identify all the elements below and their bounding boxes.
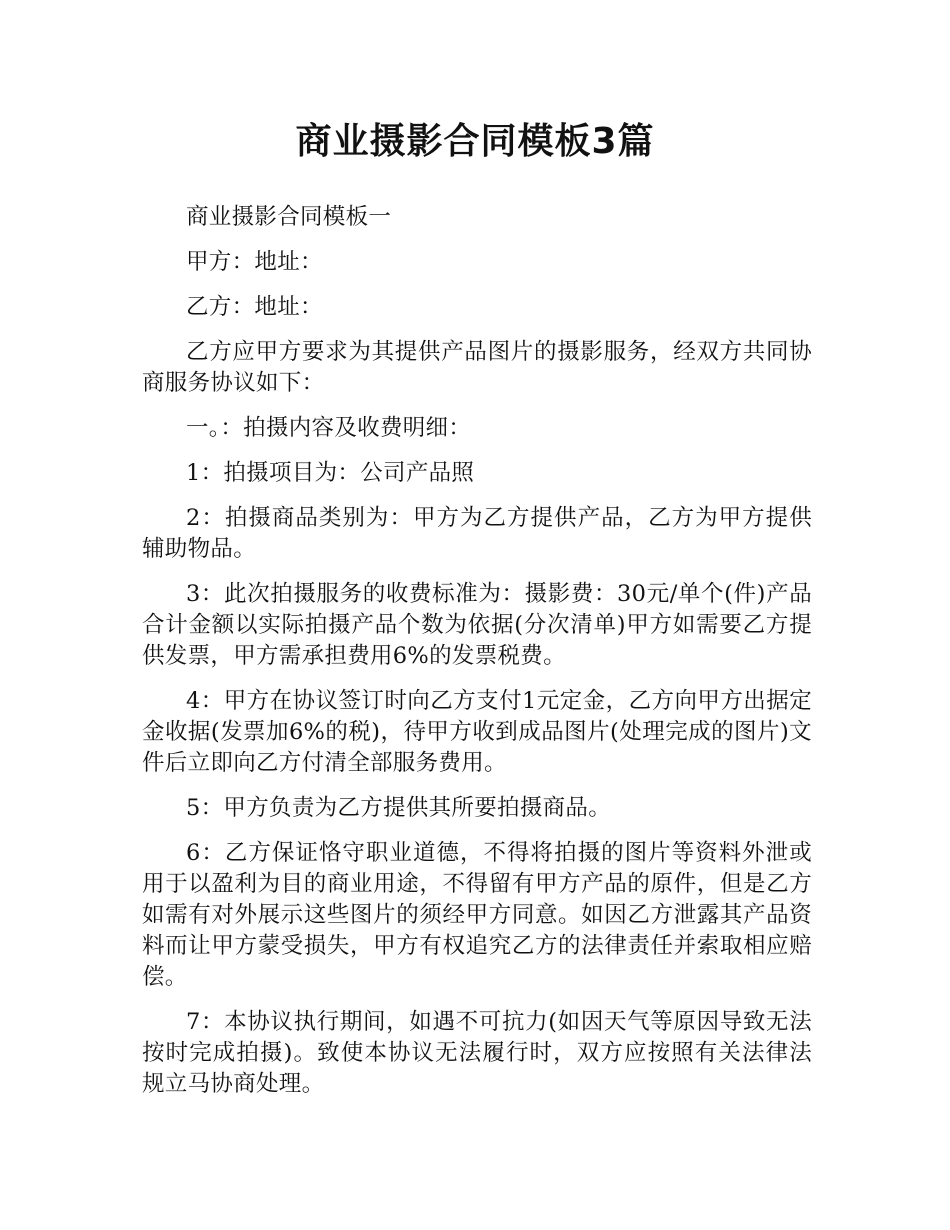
intro-paragraph: 乙方应甲方要求为其提供产品图片的摄影服务，经双方共同协商服务协议如下： xyxy=(142,339,812,396)
clause-heading: 一。：拍摄内容及收费明细： xyxy=(186,415,472,441)
document-body xyxy=(142,202,812,1114)
clause-7: 7：本协议执行期间，如遇不可抗力(如因天气等原因导致无法按时完成拍摄)。致使本协议无法履行时，双方应按照有关法律法规立马协商处理。 xyxy=(142,1009,812,1097)
section-heading: 商业摄影合同模板一 xyxy=(186,204,392,230)
clause-1: 1：拍摄项目为：公司产品照 xyxy=(186,460,475,486)
document-title: 商业摄影合同模板3篇 xyxy=(295,121,655,162)
clause-4: 4：甲方在协议签订时向乙方支付1元定金，乙方向甲方出据定金收据(发票加6%的税)，待甲方收到成品图片(处理完成的图片)文件后立即向乙方付清全部服务费用。 xyxy=(142,688,812,776)
clause-2: 2：拍摄商品类别为：甲方为乙方提供产品，乙方为甲方提供辅助物品。 xyxy=(142,505,812,562)
clause-3: 3：此次拍摄服务的收费标准为：摄影费：30元/单个(件)产品合计金额以实际拍摄产品个数为依据(分次清单)甲方如需要乙方提供发票，甲方需承担费用6%的发票税费。 xyxy=(142,581,812,669)
clause-6: 6：乙方保证恪守职业道德，不得将拍摄的图片等资料外泄或用于以盈利为目的商业用途，不得留有甲方产品的原件，但是乙方如需有对外展示这些图片的须经甲方同意。如因乙方泄露其产品资料而让甲方蒙受损失，甲方有权追究乙方的法律责任并索取相应赔偿。 xyxy=(142,840,812,990)
party-b-line: 乙方：地址： xyxy=(186,294,323,320)
clause-5: 5：甲方负责为乙方提供其所要拍摄商品。 xyxy=(186,795,612,821)
party-a-line: 甲方：地址： xyxy=(186,249,323,275)
